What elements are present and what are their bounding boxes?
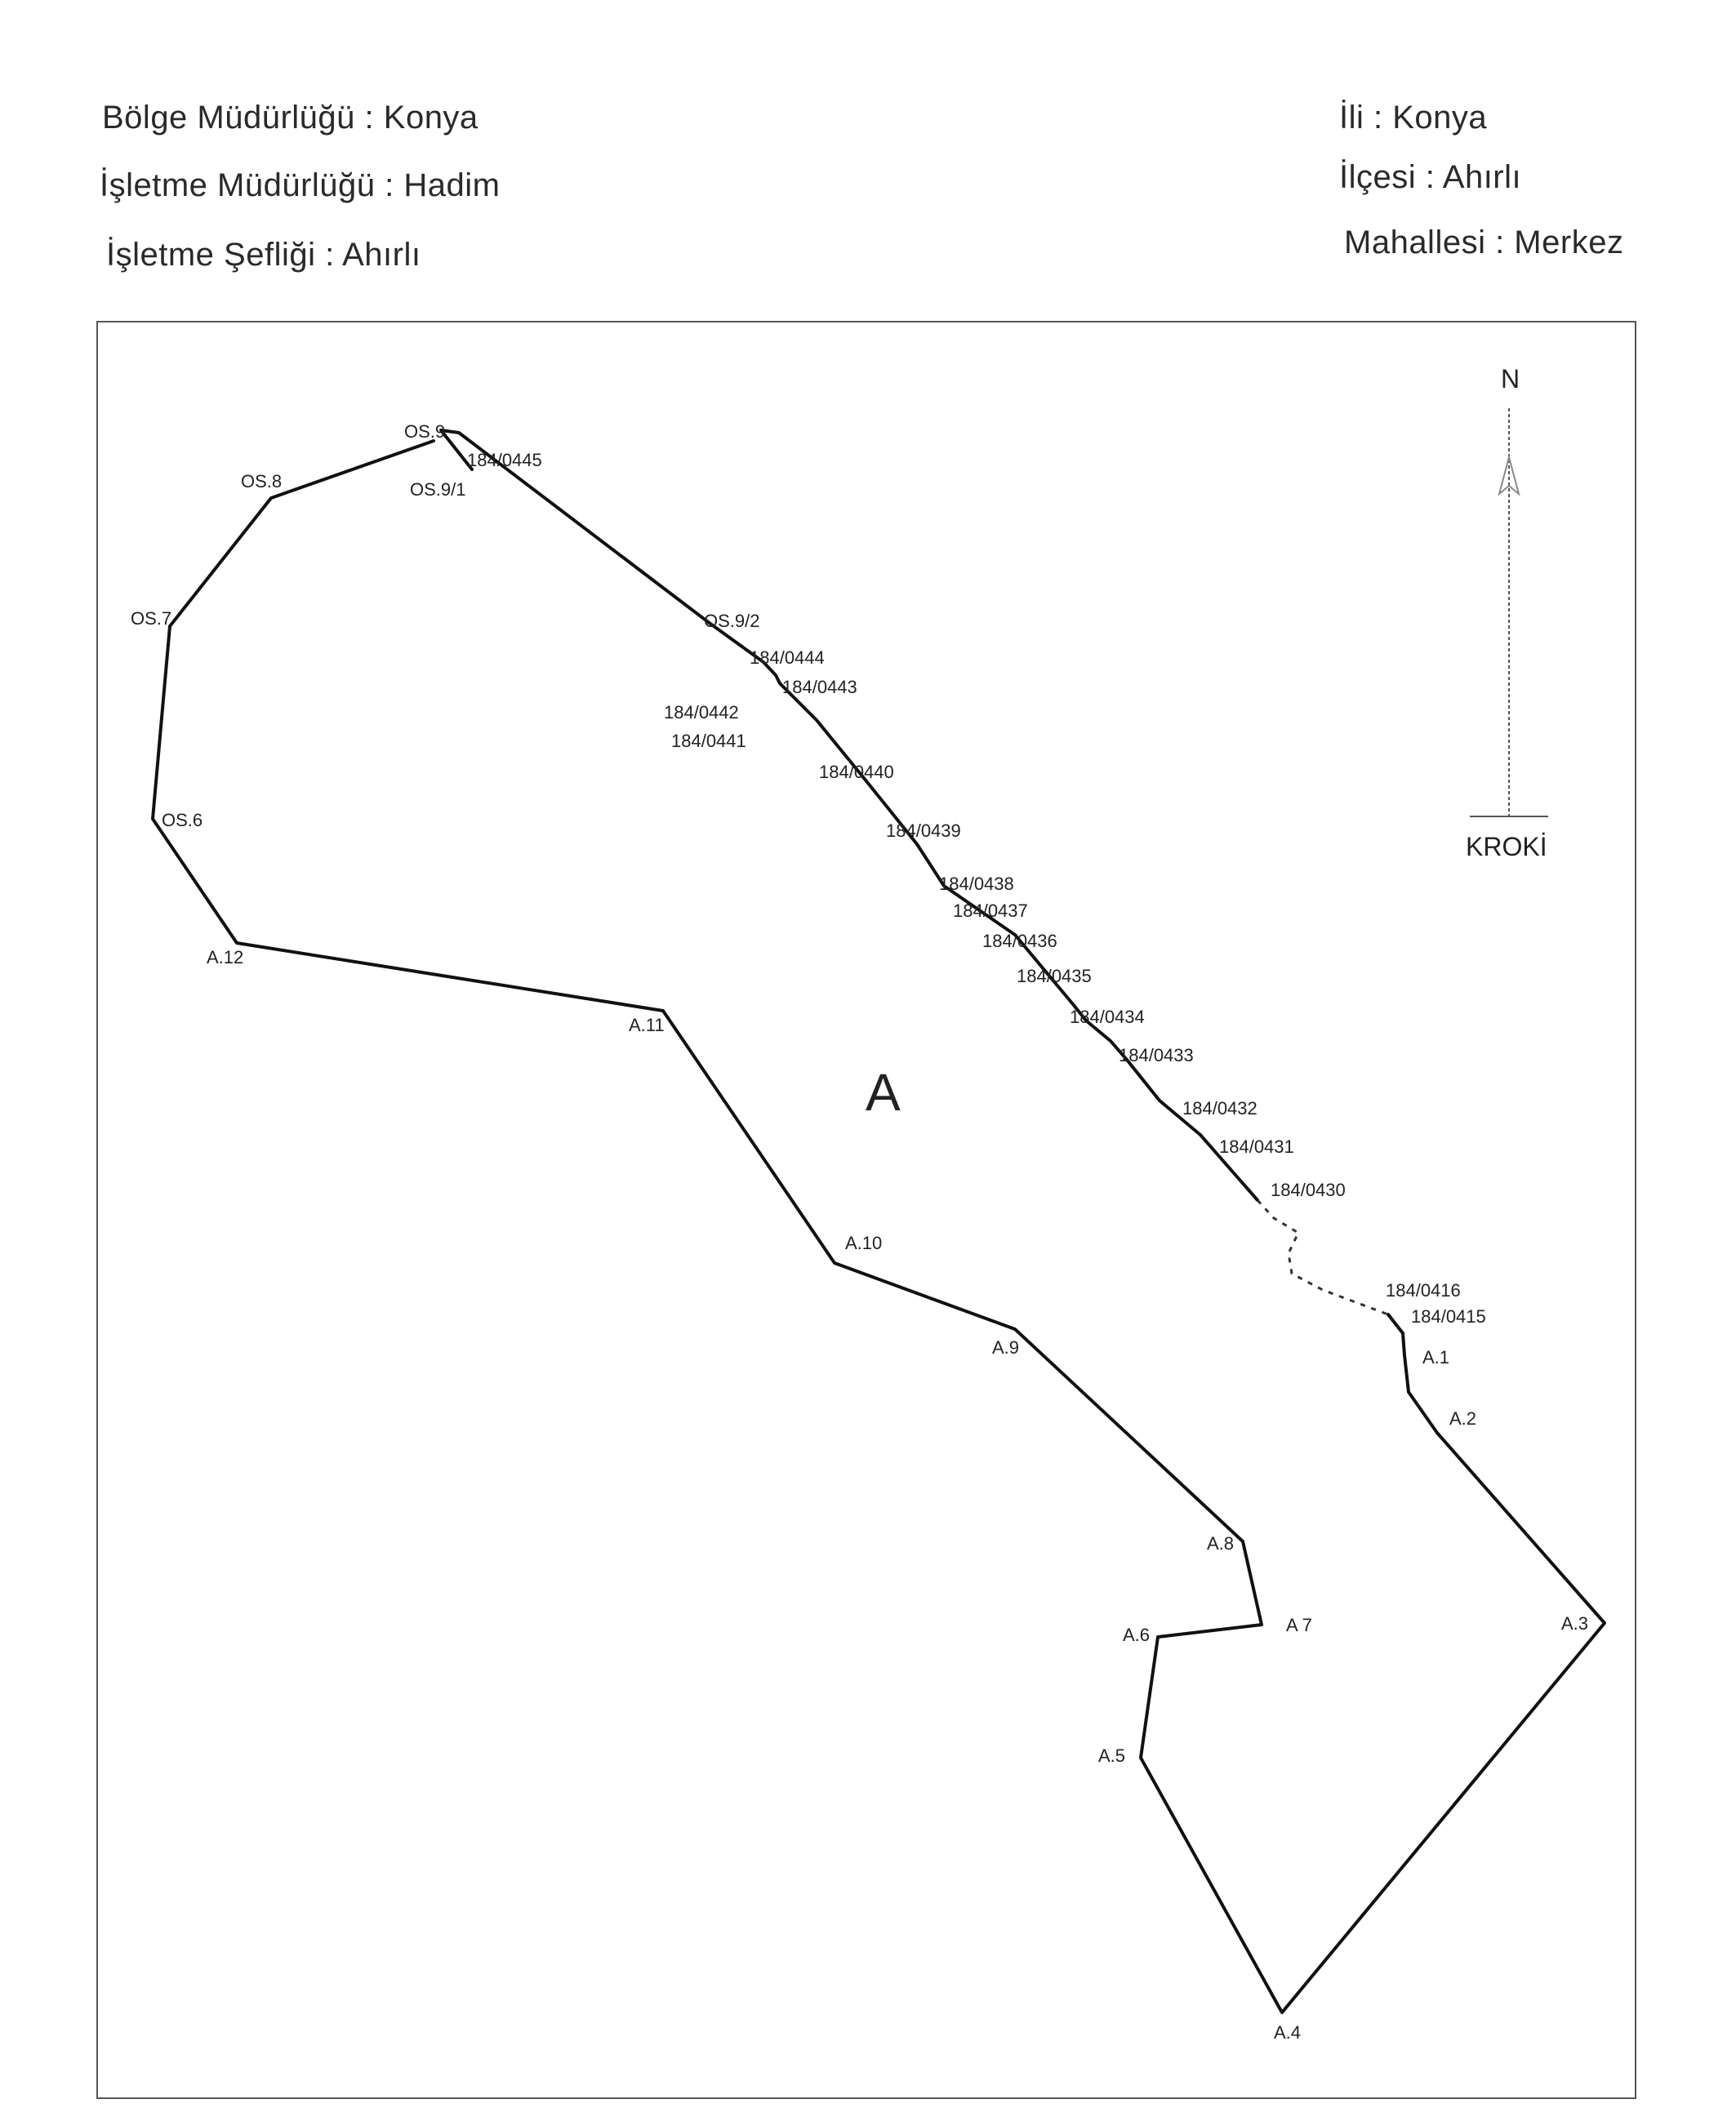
parcel-label: 184/0435: [1017, 966, 1092, 986]
point-label: A.6: [1123, 1625, 1151, 1645]
bolge-mudurlugu: Bölge Müdürlüğü : Konya: [102, 100, 479, 136]
boundary-east: [153, 441, 1605, 2012]
point-label: A.12: [207, 947, 244, 967]
mahallesi: Mahallesi : Merkez: [1344, 225, 1624, 260]
parcel-label: 184/0440: [819, 762, 894, 782]
parcel-label: 184/0441: [671, 731, 746, 751]
parcel-label: 184/0439: [886, 821, 961, 841]
point-label: A.2: [1449, 1408, 1477, 1429]
parcel-label: 184/0445: [467, 450, 542, 470]
north-label: N: [1501, 364, 1520, 394]
point-label: A.5: [1098, 1746, 1126, 1766]
point-label: A.10: [845, 1233, 883, 1253]
parcel-label: 184/0442: [664, 702, 739, 723]
isletme-mudurlugu: İşletme Müdürlüğü : Hadim: [100, 167, 501, 203]
point-label: A.3: [1561, 1613, 1589, 1634]
point-label: A.9: [992, 1337, 1020, 1358]
boundary-dashed-section: [1257, 1200, 1388, 1314]
parcel-label: 184/0443: [782, 677, 857, 697]
point-label: OS.7: [131, 608, 172, 629]
parcel-label: 184/0415: [1411, 1306, 1486, 1327]
parcel-label: 184/0436: [982, 931, 1057, 951]
ilcesi: İlçesi : Ahırlı: [1339, 159, 1522, 195]
point-label: A 7: [1286, 1615, 1312, 1635]
area-label: A: [866, 1063, 901, 1122]
point-label: A.4: [1274, 2022, 1302, 2043]
parcel-label: 184/0433: [1119, 1045, 1194, 1065]
parcel-label: 184/0432: [1182, 1098, 1257, 1119]
point-label: A.8: [1207, 1533, 1235, 1554]
point-label: OS.6: [162, 810, 203, 830]
point-label: OS.9/2: [704, 611, 760, 631]
point-label: OS.9/1: [410, 479, 466, 500]
point-label: A.11: [629, 1015, 665, 1035]
ili: İli : Konya: [1339, 100, 1488, 136]
point-label: A.1: [1422, 1347, 1450, 1368]
point-label: OS.8: [241, 471, 283, 491]
parcel-label: 184/0437: [953, 901, 1028, 921]
point-label: OS.9: [404, 421, 446, 442]
isletme-sefligi: İşletme Şefliği : Ahırlı: [106, 237, 421, 273]
parcel-label: 184/0416: [1386, 1280, 1461, 1301]
parcel-label: 184/0431: [1219, 1136, 1294, 1157]
boundary-outline: [153, 430, 1605, 2012]
parcel-label: 184/0444: [750, 647, 825, 668]
kroki-label: KROKİ: [1466, 832, 1547, 861]
parcel-label: 184/0438: [939, 874, 1014, 894]
parcel-label: 184/0430: [1271, 1180, 1346, 1200]
parcel-label: 184/0434: [1070, 1007, 1145, 1027]
boundary-north-east: [441, 430, 1257, 1200]
